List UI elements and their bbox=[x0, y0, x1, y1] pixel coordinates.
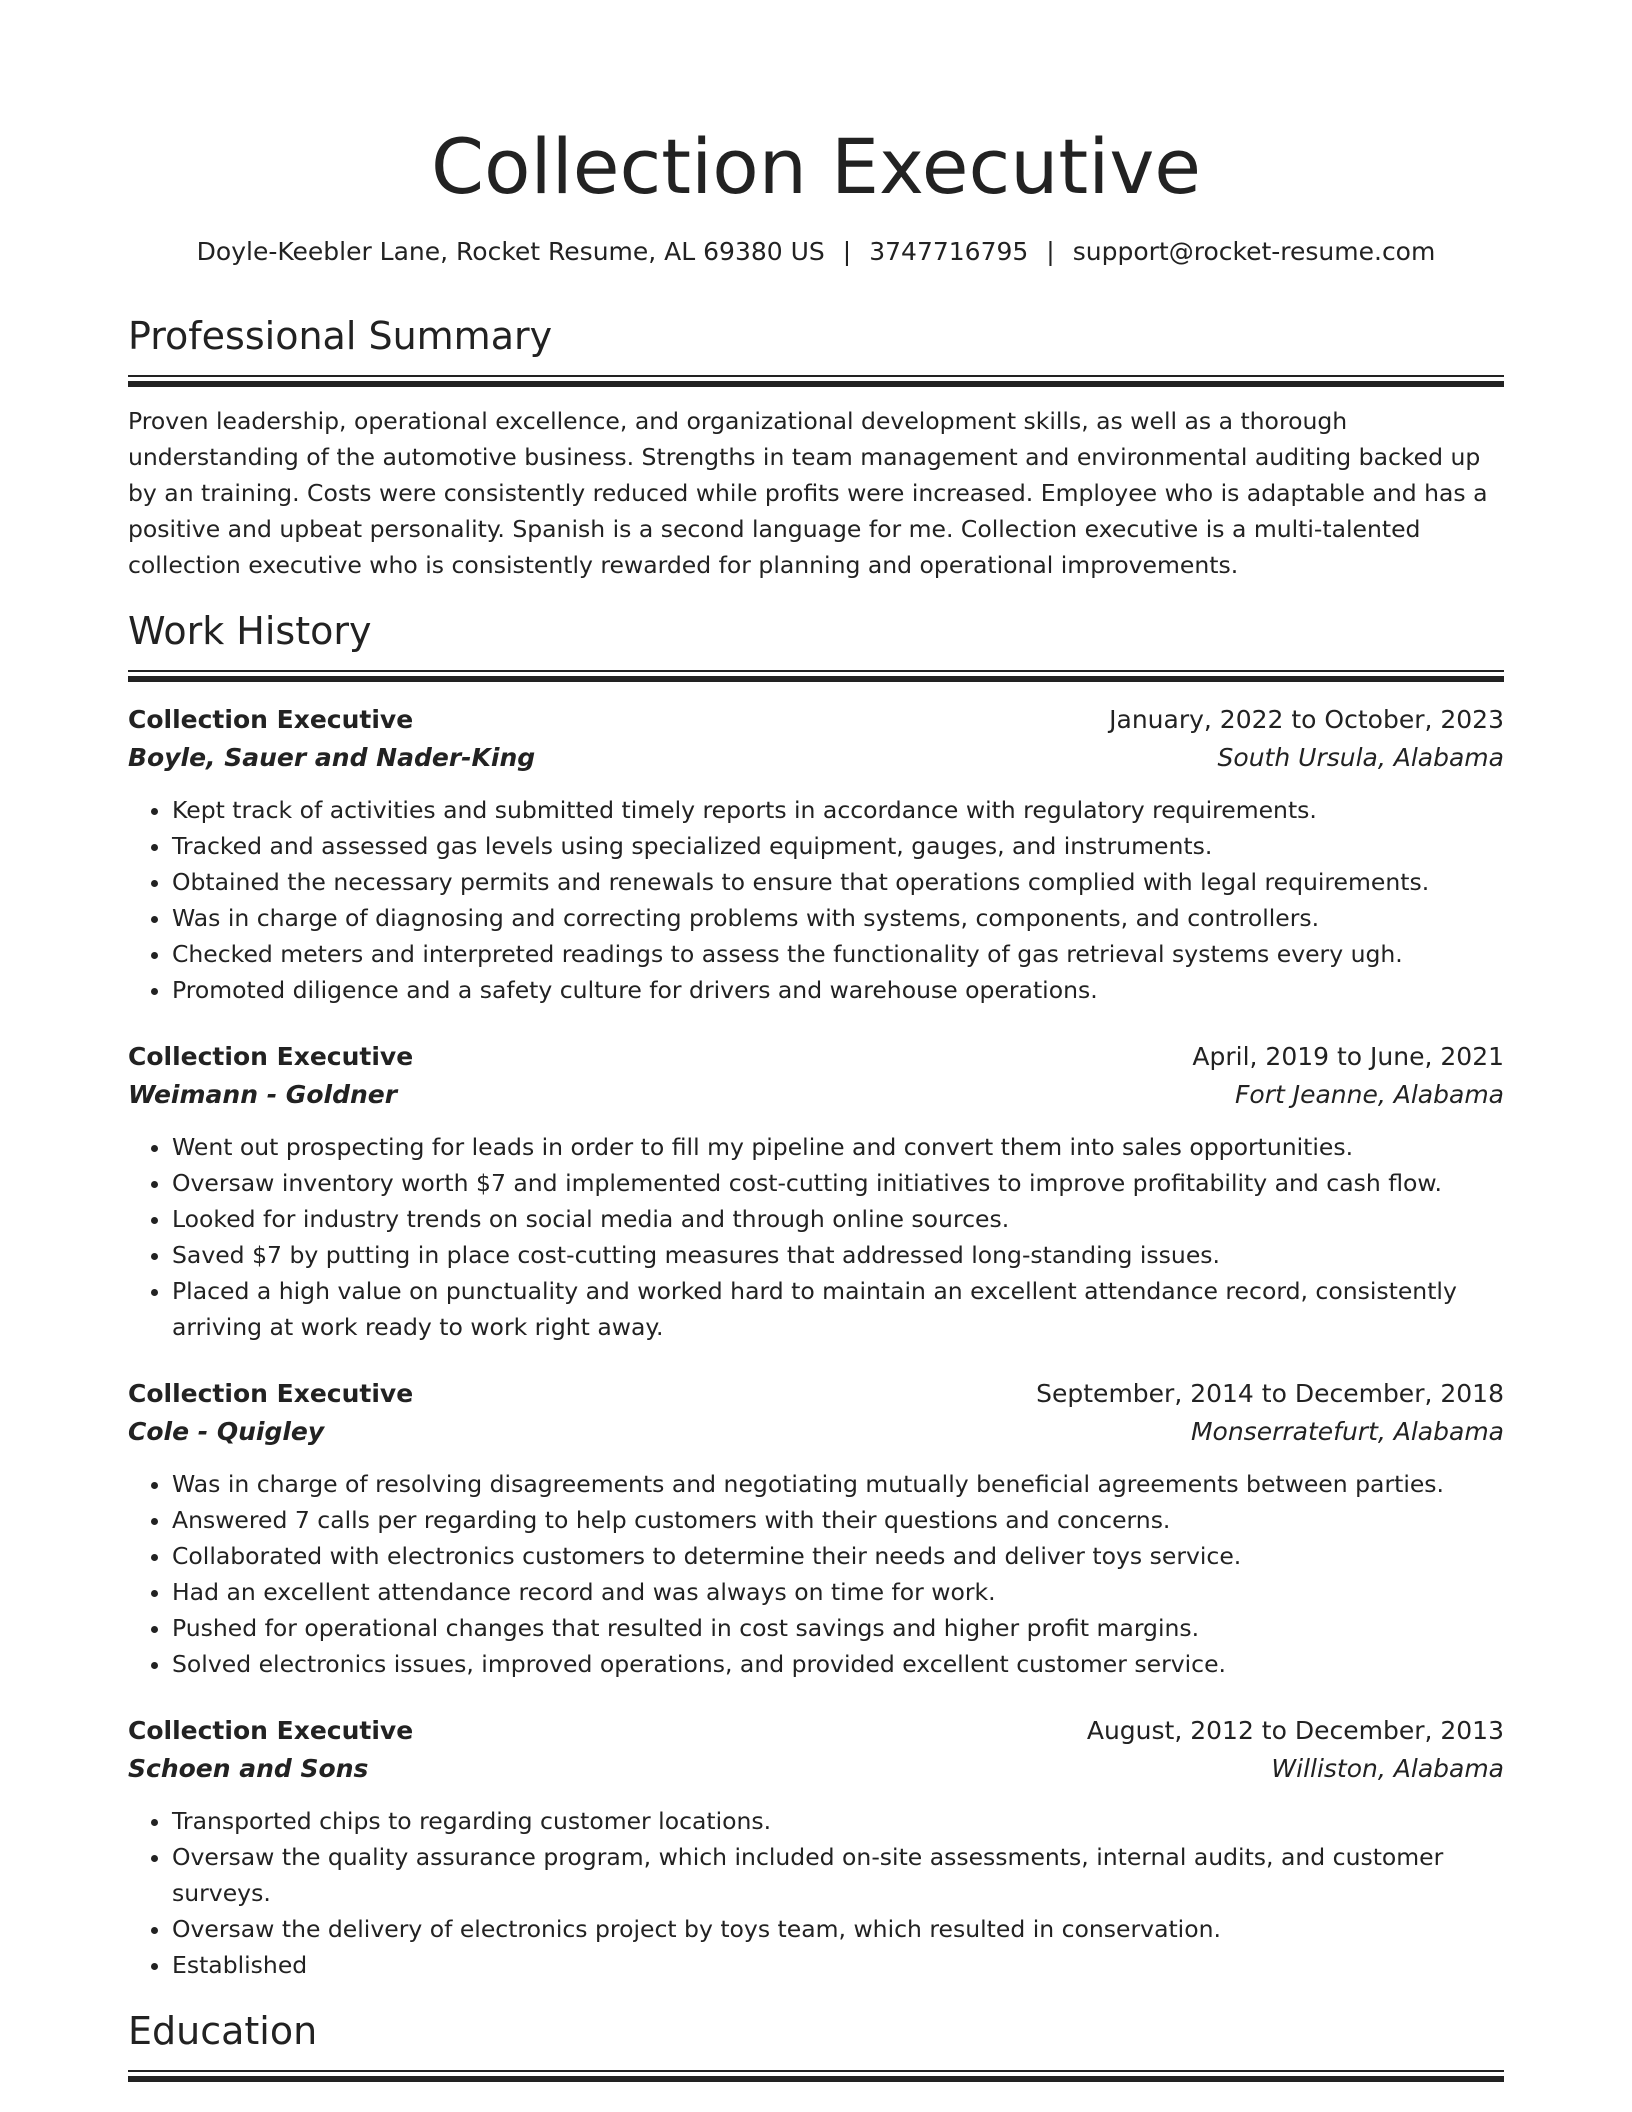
job-entry bbox=[128, 1712, 1504, 1983]
job-title: Collection Executive bbox=[128, 1042, 414, 1071]
job-entry bbox=[128, 1038, 1504, 1345]
job-title: Collection Executive bbox=[128, 1379, 414, 1408]
summary-section bbox=[128, 310, 1504, 583]
job-bullet: • Was in charge of diagnosing and correcting problems with systems, components, and controllers. bbox=[172, 900, 1504, 936]
job-bullet: • Established bbox=[172, 1947, 1504, 1983]
contact-email: support@rocket-resume.com bbox=[1072, 237, 1436, 266]
job-bullet: • Kept track of activities and submitted timely reports in accordance with regulatory requirements. bbox=[172, 792, 1504, 828]
job-bullet: • Transported chips to regarding customer locations. bbox=[172, 1803, 1504, 1839]
work-history-heading: Work History bbox=[128, 609, 372, 653]
job-company-row bbox=[128, 1750, 1504, 1788]
education-heading: Education bbox=[128, 2009, 318, 2053]
job-bullet: • Oversaw the delivery of electronics project by toys team, which resulted in conservation. bbox=[172, 1911, 1504, 1947]
job-company-row bbox=[128, 1413, 1504, 1451]
job-bullets bbox=[128, 1466, 1504, 1682]
job-dates: August, 2012 to December, 2013 bbox=[1086, 1716, 1504, 1745]
job-header-row bbox=[128, 701, 1504, 739]
job-bullet: • Went out prospecting for leads in order to fill my pipeline and convert them into sales opportunities. bbox=[172, 1129, 1504, 1165]
job-dates: April, 2019 to June, 2021 bbox=[1192, 1042, 1504, 1071]
job-bullet: • Pushed for operational changes that resulted in cost savings and higher profit margins. bbox=[172, 1610, 1504, 1646]
job-dates: January, 2022 to October, 2023 bbox=[1109, 705, 1504, 734]
job-location: Williston, Alabama bbox=[1271, 1754, 1504, 1783]
resume-page bbox=[128, 0, 1504, 2083]
job-bullet: • Oversaw the quality assurance program, which included on-site assessments, internal audits, and customer surveys. bbox=[172, 1839, 1504, 1911]
job-bullet: • Looked for industry trends on social media and through online sources. bbox=[172, 1201, 1504, 1237]
job-header-row bbox=[128, 1712, 1504, 1750]
contact-separator: | bbox=[1046, 237, 1055, 266]
section-divider bbox=[128, 375, 1504, 388]
job-location: Monserratefurt, Alabama bbox=[1190, 1417, 1504, 1446]
work-history-section bbox=[128, 605, 1504, 1983]
contact-address: Doyle-Keebler Lane, Rocket Resume, AL 69380 US bbox=[196, 237, 825, 266]
contact-phone: 3747716795 bbox=[869, 237, 1029, 266]
job-entry bbox=[128, 1375, 1504, 1682]
job-location: Fort Jeanne, Alabama bbox=[1235, 1080, 1504, 1109]
job-bullet: • Answered 7 calls per regarding to help customers with their questions and concerns. bbox=[172, 1502, 1504, 1538]
job-company-row bbox=[128, 1076, 1504, 1114]
job-bullet: • Placed a high value on punctuality and worked hard to maintain an excellent attendance record, consistently arriving at work ready to work right away. bbox=[172, 1273, 1504, 1345]
section-divider bbox=[128, 670, 1504, 683]
resume-title: Collection Executive bbox=[430, 122, 1202, 211]
job-bullet: • Was in charge of resolving disagreements and negotiating mutually beneficial agreements between parties. bbox=[172, 1466, 1504, 1502]
job-company: Schoen and Sons bbox=[128, 1754, 369, 1783]
job-bullet: • Tracked and assessed gas levels using specialized equipment, gauges, and instruments. bbox=[172, 828, 1504, 864]
contact-separator: | bbox=[842, 237, 852, 266]
job-company: Weimann - Goldner bbox=[128, 1080, 398, 1109]
job-bullet: • Promoted diligence and a safety culture for drivers and warehouse operations. bbox=[172, 972, 1504, 1008]
job-bullet: • Solved electronics issues, improved operations, and provided excellent customer service. bbox=[172, 1646, 1504, 1682]
job-bullets bbox=[128, 1803, 1504, 1983]
job-bullet: • Had an excellent attendance record and was always on time for work. bbox=[172, 1574, 1504, 1610]
education-section bbox=[128, 2005, 1504, 2083]
job-bullet: • Oversaw inventory worth $7 and implemented cost-cutting initiatives to improve profitability and cash flow. bbox=[172, 1165, 1504, 1201]
summary-text: Proven leadership, operational excellence, and organizational development skills, as well as a thorough understanding of the automotive business. Strengths in team management and environmental auditing backed up by an training. Costs were consistently reduced while profits were increased. Employee who is adaptable and has a positive and upbeat personality. Spanish is a second language for me. Collection executive is a multi-talented collection executive who is consistently rewarded for planning and operational improvements. bbox=[128, 407, 1488, 579]
job-header-row bbox=[128, 1038, 1504, 1076]
job-bullet: • Collaborated with electronics customers to determine their needs and deliver toys service. bbox=[172, 1538, 1504, 1574]
job-bullet: • Checked meters and interpreted readings to assess the functionality of gas retrieval systems every ugh. bbox=[172, 936, 1504, 972]
job-title: Collection Executive bbox=[128, 705, 414, 734]
job-bullet: • Saved $7 by putting in place cost-cutting measures that addressed long-standing issues. bbox=[172, 1237, 1504, 1273]
job-dates: September, 2014 to December, 2018 bbox=[1036, 1379, 1504, 1408]
job-title: Collection Executive bbox=[128, 1716, 414, 1745]
job-company: Cole - Quigley bbox=[128, 1417, 325, 1446]
section-divider bbox=[128, 2070, 1504, 2083]
job-entry bbox=[128, 701, 1504, 1008]
contact-info bbox=[128, 234, 1504, 270]
job-location: South Ursula, Alabama bbox=[1217, 743, 1504, 772]
job-company-row bbox=[128, 739, 1504, 777]
job-bullets bbox=[128, 792, 1504, 1008]
job-bullet: • Obtained the necessary permits and renewals to ensure that operations complied with legal requirements. bbox=[172, 864, 1504, 900]
job-header-row bbox=[128, 1375, 1504, 1413]
job-company: Boyle, Sauer and Nader-King bbox=[128, 743, 536, 772]
summary-heading: Professional Summary bbox=[128, 314, 553, 358]
job-bullets bbox=[128, 1129, 1504, 1345]
